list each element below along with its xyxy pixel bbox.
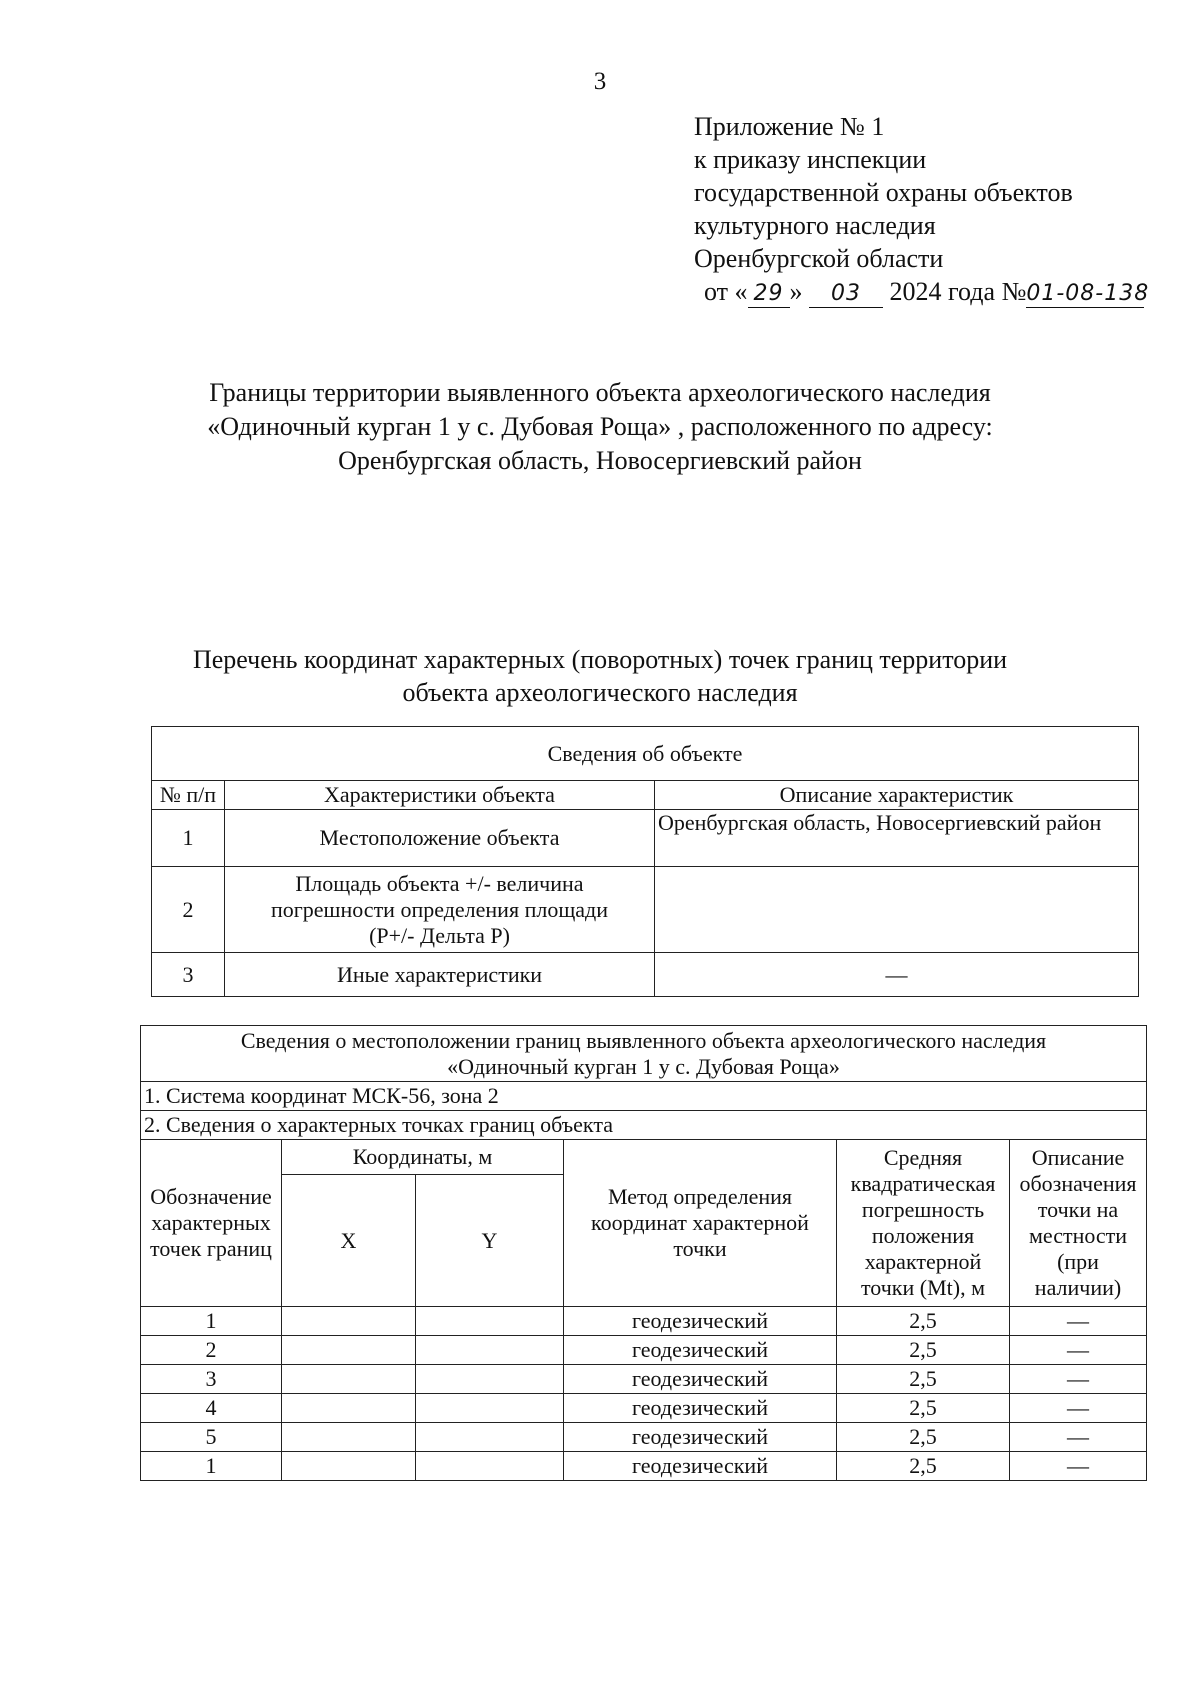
col-num-header: № п/п [152, 781, 225, 810]
date-month: 03 [809, 281, 883, 308]
boundary-header-row [141, 1026, 1147, 1082]
coordinates-list-heading [0, 643, 1200, 709]
cell-x [282, 1307, 416, 1336]
cell-y [416, 1365, 564, 1394]
boundary-header [141, 1026, 1147, 1082]
row-num: 2 [152, 867, 225, 953]
row-char: Иные характеристики [225, 953, 655, 997]
table-row [141, 1336, 1147, 1365]
col-coords-header: Координаты, м [282, 1140, 564, 1175]
cell-mt: 2,5 [837, 1365, 1010, 1394]
column-header-row [141, 1140, 1147, 1175]
subtitle-line: Перечень координат характерных (поворотных) точек границ территории [192, 645, 1008, 674]
cell-method: геодезический [564, 1307, 837, 1336]
appendix-title: Приложение № 1 [694, 112, 885, 141]
object-info-header: Сведения об объекте [152, 727, 1139, 781]
table-row [152, 953, 1139, 997]
appendix-line: государственной охраны объектов [694, 178, 1073, 207]
cell-method: геодезический [564, 1336, 837, 1365]
cell-mt: 2,5 [837, 1394, 1010, 1423]
cell-y [416, 1307, 564, 1336]
cell-x [282, 1336, 416, 1365]
cell-y [416, 1394, 564, 1423]
boundary-header-line: «Одиночный курган 1 у с. Дубовая Роща» [447, 1053, 840, 1079]
cell-x [282, 1452, 416, 1481]
cell-x [282, 1394, 416, 1423]
table-row [152, 810, 1139, 867]
col-x-header: X [282, 1175, 416, 1307]
col-designation-header: Обозначение характерных точек границ [141, 1140, 282, 1307]
title-line: «Одиночный курган 1 у с. Дубовая Роща» , расположенного по адресу: [207, 412, 993, 441]
cell-y [416, 1423, 564, 1452]
cell-mt: 2,5 [837, 1336, 1010, 1365]
cell-point: 2 [141, 1336, 282, 1365]
table-header-row [152, 727, 1139, 781]
boundary-header-line: Сведения о местоположении границ выявленного объекта археологического наследия [240, 1027, 1047, 1053]
cell-desc: — [1010, 1423, 1147, 1452]
col-error-header: Средняя квадратическая погрешность положения характерной точки (Mt), м [837, 1140, 1010, 1307]
cell-y [416, 1336, 564, 1365]
appendix-line: Оренбургской области [694, 244, 944, 273]
date-mid: » [789, 277, 803, 306]
cell-y [416, 1452, 564, 1481]
row-desc: — [655, 953, 1139, 997]
cell-method: геодезический [564, 1423, 837, 1452]
col-method-header: Метод определения координат характерной точки [564, 1140, 837, 1307]
cell-desc: — [1010, 1307, 1147, 1336]
cell-point: 4 [141, 1394, 282, 1423]
title-line: Границы территории выявленного объекта археологического наследия [209, 378, 991, 407]
cell-x [282, 1423, 416, 1452]
cell-point: 1 [141, 1452, 282, 1481]
row-desc [655, 867, 1139, 953]
row-char: Местоположение объекта [225, 810, 655, 867]
order-number: 01-08-138 [1026, 281, 1150, 306]
col-desc-header: Описание обозначения точки на местности (при наличии) [1010, 1140, 1147, 1307]
row-desc: Оренбургская область, Новосергиевский район [655, 810, 1139, 867]
table-row [141, 1452, 1147, 1481]
cell-method: геодезический [564, 1365, 837, 1394]
table-row [141, 1423, 1147, 1452]
cell-mt: 2,5 [837, 1307, 1010, 1336]
subtitle-line: объекта археологического наследия [402, 678, 798, 707]
appendix-line: культурного наследия [694, 211, 936, 240]
cell-desc: — [1010, 1394, 1147, 1423]
page-number: 3 [593, 68, 607, 95]
cell-desc: — [1010, 1336, 1147, 1365]
cell-method: геодезический [564, 1394, 837, 1423]
table-row [141, 1307, 1147, 1336]
table-row [152, 867, 1139, 953]
points-row [141, 1111, 1147, 1140]
object-info-table [151, 726, 1139, 997]
cell-method: геодезический [564, 1452, 837, 1481]
cell-mt: 2,5 [837, 1423, 1010, 1452]
col-char-header: Характеристики объекта [225, 781, 655, 810]
col-desc-header: Описание характеристик [655, 781, 1139, 810]
points-info: 2. Сведения о характерных точках границ объекта [141, 1111, 1147, 1140]
cell-desc: — [1010, 1452, 1147, 1481]
appendix-block [694, 110, 1150, 308]
cell-point: 5 [141, 1423, 282, 1452]
system-row [141, 1082, 1147, 1111]
cell-point: 1 [141, 1307, 282, 1336]
document-title [0, 376, 1200, 478]
date-year: 2024 года № [889, 277, 1027, 306]
coordinate-system: 1. Система координат МСК-56, зона 2 [141, 1082, 1147, 1111]
col-y-header: Y [416, 1175, 564, 1307]
date-prefix: от « [704, 277, 748, 306]
date-day: 29 [748, 281, 790, 308]
appendix-line: к приказу инспекции [694, 145, 927, 174]
cell-x [282, 1365, 416, 1394]
order-date-line [694, 275, 1150, 308]
table-row [141, 1394, 1147, 1423]
cell-mt: 2,5 [837, 1452, 1010, 1481]
row-char: Площадь объекта +/- величина погрешности определения площади (P+/- Дельта P) [225, 867, 655, 953]
cell-point: 3 [141, 1365, 282, 1394]
boundary-table [140, 1025, 1147, 1481]
table-row [141, 1365, 1147, 1394]
row-num: 1 [152, 810, 225, 867]
table-column-row [152, 781, 1139, 810]
row-num: 3 [152, 953, 225, 997]
cell-desc: — [1010, 1365, 1147, 1394]
title-line: Оренбургская область, Новосергиевский район [338, 446, 862, 475]
